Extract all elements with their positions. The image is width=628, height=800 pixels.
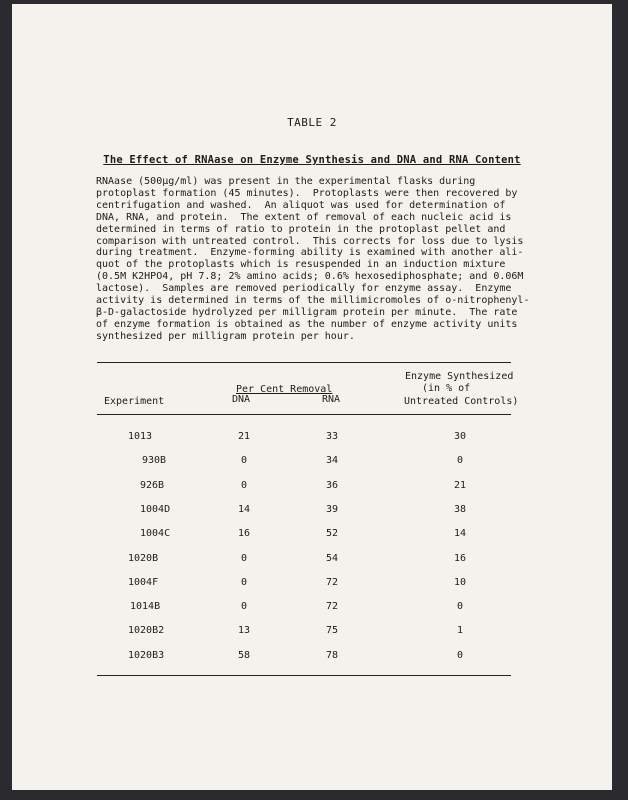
cell-dna: 21 (237, 431, 251, 442)
table-row (12, 601, 612, 615)
header-enzyme-line3: Untreated Controls) (404, 396, 519, 407)
cell-experiment: 1004D (140, 503, 171, 515)
cell-dna: 0 (240, 601, 248, 613)
header-dna: DNA (232, 394, 251, 405)
header-experiment: Experiment (104, 396, 165, 407)
cell-experiment: 1013 (128, 431, 153, 442)
cell-rna: 52 (325, 528, 339, 540)
cell-experiment: 1004C (140, 528, 171, 540)
cell-experiment: 926B (140, 479, 165, 491)
cell-dna: 0 (240, 455, 248, 467)
cell-dna: 58 (237, 649, 251, 661)
cell-rna: 33 (325, 431, 339, 442)
cell-dna: 14 (237, 503, 251, 515)
cell-enzyme: 38 (453, 503, 467, 515)
cell-rna: 72 (325, 601, 339, 613)
cell-dna: 0 (240, 552, 248, 564)
table-number: TABLE 2 (287, 116, 337, 129)
table-row (12, 528, 612, 542)
table-row (12, 650, 612, 664)
cell-enzyme: 16 (453, 552, 467, 564)
cell-enzyme: 10 (453, 576, 467, 588)
cell-enzyme: 0 (456, 601, 464, 613)
cell-experiment: 1020B3 (128, 649, 165, 661)
cell-enzyme: 30 (453, 431, 467, 442)
table-heading: The Effect of RNAase on Enzyme Synthesis and DNA and RNA Content (103, 154, 521, 166)
cell-rna: 34 (325, 455, 339, 467)
cell-enzyme: 1 (456, 625, 464, 637)
cell-rna: 78 (325, 649, 339, 661)
table-row (12, 480, 612, 494)
cell-experiment: 1020B (128, 552, 159, 564)
cell-rna: 39 (325, 503, 339, 515)
table-row (12, 625, 612, 639)
cell-dna: 0 (240, 479, 248, 491)
cell-enzyme: 0 (456, 455, 464, 467)
table-top-rule (97, 362, 511, 363)
cell-rna: 54 (325, 552, 339, 564)
cell-rna: 72 (325, 576, 339, 588)
cell-rna: 36 (325, 479, 339, 491)
cell-rna: 75 (325, 625, 339, 637)
cell-experiment: 1014B (130, 601, 161, 613)
cell-experiment: 1004F (128, 576, 159, 588)
cell-dna: 13 (237, 625, 251, 637)
table-bottom-rule (97, 675, 511, 676)
cell-enzyme: 14 (453, 528, 467, 540)
table-row (12, 431, 612, 445)
cell-enzyme: 0 (456, 649, 464, 661)
cell-experiment: 930B (142, 455, 167, 467)
header-enzyme-line2: (in % of (422, 383, 471, 394)
cell-dna: 0 (240, 576, 248, 588)
cell-dna: 16 (237, 528, 251, 540)
table-row (12, 577, 612, 591)
cell-enzyme: 21 (453, 479, 467, 491)
header-enzyme-line1: Enzyme Synthesized (405, 371, 514, 382)
table-row (12, 455, 612, 469)
table-row (12, 553, 612, 567)
header-rna: RNA (322, 394, 341, 405)
document-page (12, 4, 612, 790)
cell-experiment: 1020B2 (128, 625, 165, 637)
caption-paragraph: RNAase (500µg/ml) was present in the experimental flasks during protoplast formation (45 minutes). Protoplasts were then recovered by centrifugation and washed. An aliquot was used for determination of DNA, RNA, and protein. The extent of removal of each nucleic acid is determined in terms of ratio to protein in the protoplast pellet and comparison with untreated control. This corrects for loss due to lysis during treatment. Enzyme-forming ability is examined with another ali- quot of the protoplasts which is resuspended in an induction mixture (0.5M K2HPO4, pH 7.8; 2% amino acids; 0.6% hexosediphosphate; and 0.06M lactose). Samples are removed periodically for enzyme assay. Enzyme activity is determined in terms of the millimicromoles of o-nitrophenyl- β-D-galactoside hydrolyzed per milligram protein per minute. The rate of enzyme formation is obtained as the number of enzyme activity units synthesized per milligram protein per hour. (96, 176, 530, 342)
table-header-rule (97, 414, 511, 415)
table-row (12, 504, 612, 518)
header-per-cent-removal: Per Cent Removal (236, 384, 333, 395)
